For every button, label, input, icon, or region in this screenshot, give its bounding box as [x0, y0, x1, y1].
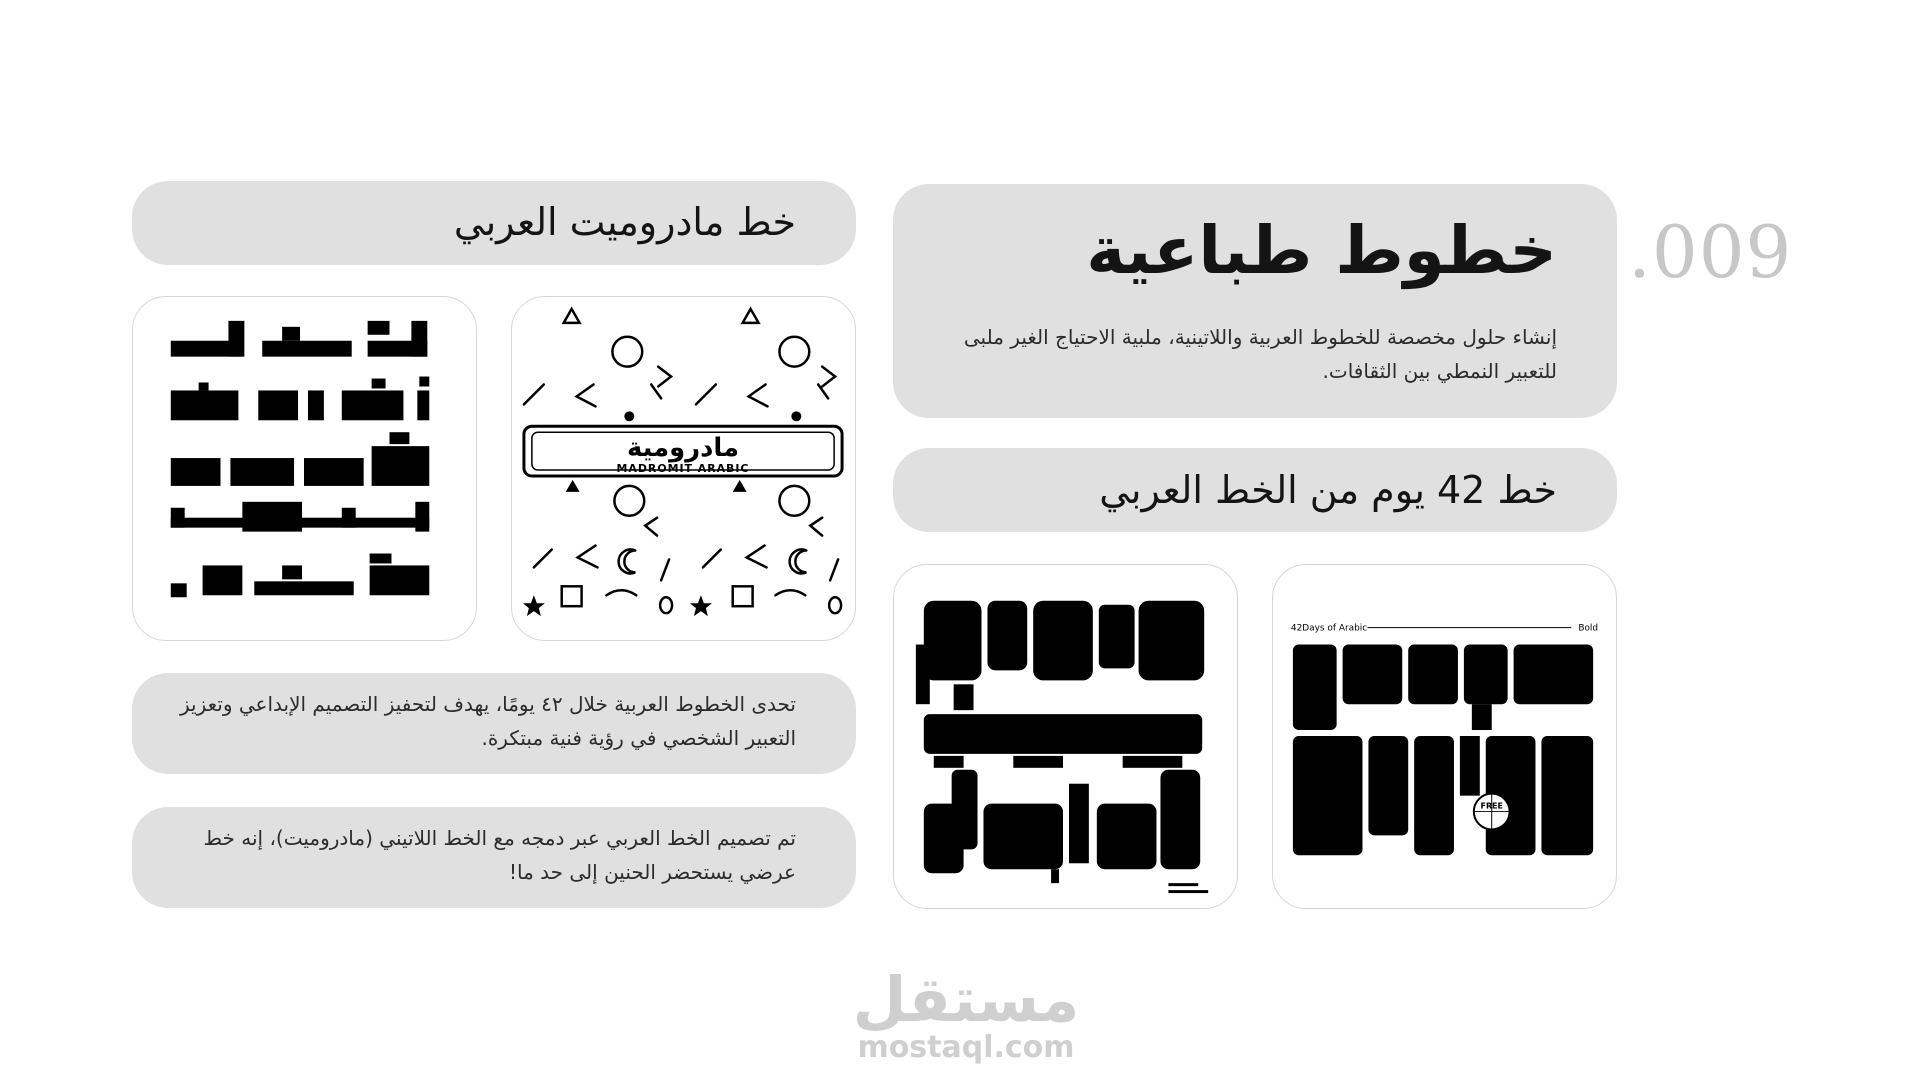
42-days-poster-image	[1273, 565, 1616, 908]
poster-label-left: 42Days of Arabic	[1290, 623, 1368, 634]
mostaql-watermark	[846, 963, 1086, 1078]
bold-glyph-specimen-card	[893, 564, 1238, 909]
font-42-header	[893, 448, 1617, 532]
madromit-pattern-card	[511, 296, 856, 641]
watermark-arabic: مستقل	[852, 963, 1080, 1036]
madromit-title: خط مادروميت العربي	[453, 200, 796, 244]
page-title: خطوط طباعية	[1086, 212, 1557, 289]
madromit-pattern-image	[512, 297, 855, 640]
poem-specimen-image	[133, 297, 476, 640]
challenge-description: تحدى الخطوط العربية خلال ٤٢ يومًا، يهدف لتحفيز التصميم الإبداعي وتعزيز التعبير الشخصي في رؤية فنية مبتكرة.	[179, 692, 796, 750]
madromit-logo-arabic: مادرومية	[626, 433, 740, 464]
watermark-latin: mostaql.com	[857, 1030, 1075, 1065]
42-days-poster-card	[1272, 564, 1617, 909]
latin-merge-description-panel	[132, 807, 856, 908]
font-42-title: خط 42 يوم من الخط العربي	[1099, 468, 1557, 512]
poem-specimen-card	[132, 296, 477, 641]
section-number: .009	[1628, 210, 1793, 294]
madromit-header	[132, 181, 856, 265]
poster-free-badge: FREE	[1480, 801, 1503, 811]
intro-description: إنشاء حلول مخصصة للخطوط العربية واللاتينية، ملبية الاحتياج الغير ملبى للتعبير النمطي بين الثقافات.	[963, 325, 1557, 383]
latin-merge-description: تم تصميم الخط العربي عبر دمجه مع الخط اللاتيني (مادروميت)، إنه خط عرضي يستحضر الحنين إلى حد ما!	[203, 826, 796, 884]
poster-label-right: Bold	[1578, 623, 1599, 634]
typefaces-intro-panel	[893, 184, 1617, 418]
challenge-description-panel	[132, 673, 856, 774]
bold-glyph-specimen-image	[894, 565, 1237, 908]
madromit-logo-latin: MADROMIT ARABIC	[616, 461, 750, 475]
